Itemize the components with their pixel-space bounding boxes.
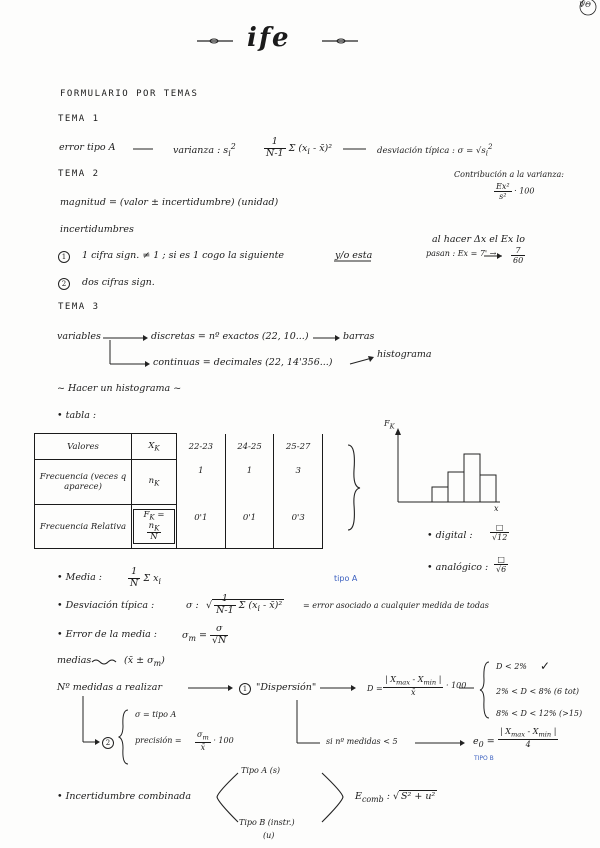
tema1-sum2: - x̄)²	[309, 142, 333, 154]
desv-num: 1	[214, 594, 236, 606]
row2-sym: F	[143, 509, 150, 520]
tema1-frac-den: N-1	[266, 147, 284, 159]
interval-2: 25-27	[274, 434, 323, 460]
prec-num: σ	[197, 730, 203, 739]
row1-label: Frecuencia (veces q aparece)	[35, 460, 132, 505]
prec-mult: · 100	[213, 736, 234, 746]
variables-label: variables	[57, 331, 101, 342]
step2-circle: 2	[102, 737, 114, 749]
error-sigma-sub: m	[188, 633, 196, 643]
desviacion-sub: i	[485, 148, 488, 158]
tema3-label: TEMA 3	[58, 302, 100, 312]
table-header-row	[35, 434, 323, 460]
barras-text: barras	[343, 331, 375, 342]
row2-value-1: 0'1	[225, 505, 274, 549]
tema1-sum: Σ (x	[288, 142, 308, 154]
row2-value-2: 0'3	[274, 505, 323, 549]
medias-squiggle	[92, 660, 116, 664]
error-num: σ	[210, 624, 228, 636]
media-label: • Media :	[57, 572, 102, 583]
desviacion-label: desviación típica : σ = √s	[377, 145, 486, 156]
row1-value-2: 3	[274, 460, 323, 505]
desv-sum2: - x̄)²	[260, 599, 283, 611]
e0-num: | X	[500, 727, 511, 736]
condition-3: 8% < D < 12% (>15)	[496, 709, 583, 718]
desviacion-formula: √ $\frac{1}{N-1}$ Σ ($x_i$ - x̄)²	[206, 593, 283, 616]
d-num-mid: - X	[409, 675, 424, 684]
e0-sub: 0	[478, 739, 484, 749]
digital-num: □	[490, 523, 509, 533]
media-sum-sub: i	[158, 576, 161, 586]
histogram-y-label	[384, 420, 395, 431]
desv-den: N-1	[216, 604, 234, 616]
d-mult: · 100	[446, 681, 467, 691]
histogram-bar	[448, 472, 464, 502]
row1-value-1: 1	[225, 460, 274, 505]
histogram-bars	[432, 454, 496, 502]
contrib-num: Ex²	[496, 182, 510, 191]
e0-label	[473, 737, 495, 750]
section-title: FORMULARIO POR TEMAS	[60, 89, 199, 99]
precision-formula	[195, 730, 234, 752]
combined-tipo-b-sym: (u)	[263, 831, 275, 840]
medias-label: medias	[57, 655, 92, 666]
ecomb-val: S² + u²	[401, 791, 436, 802]
tema1-label: TEMA 1	[58, 114, 100, 124]
tipo-b-tag: TIPO B	[474, 755, 494, 762]
note-frac-num: 7	[511, 246, 525, 256]
desv-sum: Σ (x	[238, 599, 258, 611]
tipo-a-tag: tipo A	[334, 574, 358, 583]
histogram-bar	[480, 475, 496, 502]
medias-val: (x̄ ± σ	[124, 655, 154, 666]
d-num: | X	[385, 675, 396, 684]
table-row-frecuencia-relativa	[35, 505, 323, 549]
col-xk-sym: X	[148, 440, 155, 451]
media-num: 1	[128, 567, 140, 579]
dispersion-label: "Dispersión"	[256, 682, 317, 693]
contrib-den: s²	[499, 192, 507, 202]
col-xk-sub: K	[154, 443, 160, 453]
d-formula	[383, 675, 466, 697]
hacer-histograma: ~ Hacer un histograma ~	[57, 383, 182, 394]
continuas-text: continuas = decimales (22, 14'356...)	[153, 357, 333, 368]
note-fraction	[511, 246, 525, 265]
corner-mark: ΨΘ	[579, 1, 591, 9]
row2-eq-num-sub: K	[154, 523, 160, 533]
row2-eq-num: n	[148, 520, 155, 531]
desviacion-sup: 2	[487, 142, 493, 151]
media-sum: Σ x	[143, 572, 159, 584]
discretas-text: discretas = nº exactos (22, 10...)	[151, 331, 309, 342]
desviacion-note: = error asociado a cualquier medida de todas	[303, 601, 489, 610]
table-brace	[348, 445, 360, 530]
magnitud-line: magnitud = (valor ± incertidumbre) (unidad)	[60, 197, 279, 208]
desv-sum-sub: i	[257, 603, 261, 613]
continuas-arrow	[350, 358, 372, 364]
e0-formula	[498, 727, 558, 749]
row2-eq-den: N	[150, 532, 158, 543]
media-formula	[128, 567, 161, 590]
hist-y-sym: F	[384, 419, 390, 428]
note-line2: pasan : Ex = 7' →	[426, 249, 497, 258]
combinada-label: • Incertidumbre combinada	[57, 791, 192, 802]
d-sub-max: max	[395, 678, 410, 687]
note-frac-den: 60	[513, 256, 524, 266]
error-media-label: • Error de la media :	[57, 629, 158, 640]
tema1-frac-num: 1	[264, 137, 286, 149]
desviacion-sigma: σ :	[186, 600, 199, 611]
item1-circle: 1	[58, 251, 70, 263]
combined-bracket-left	[217, 773, 238, 822]
row2-label: Frecuencia Relativa	[35, 505, 132, 549]
tema1-error-tipo-a: error tipo A	[59, 142, 116, 153]
ecomb-eq: :	[386, 791, 390, 802]
varianza-label: varianza : s	[173, 145, 229, 157]
frequency-table	[34, 433, 323, 549]
tabla-label: • tabla :	[57, 410, 97, 421]
e0-sub-max: max	[510, 730, 525, 739]
note-line1: al hacer Δx el Ex lo	[432, 234, 525, 245]
row1-value-0: 1	[177, 460, 226, 505]
digital-label: • digital :	[427, 530, 473, 541]
row2-value-0: 0'1	[177, 505, 226, 549]
histogram-bar	[432, 487, 448, 502]
e0-eq: =	[486, 736, 495, 747]
item2-text: dos cifras sign.	[82, 277, 155, 288]
condition-brace	[480, 662, 489, 718]
step1-circle: 1	[239, 683, 251, 695]
digital-fraction	[490, 523, 509, 542]
d-sub-min: min	[423, 678, 437, 687]
precision-label: precisión =	[135, 736, 182, 745]
tema1-sum-sub: i	[307, 146, 310, 156]
col-xk	[132, 434, 177, 460]
ecomb-sym: E	[355, 791, 362, 802]
hist-y-sub: K	[389, 422, 395, 431]
medias-value	[124, 656, 165, 669]
interval-1: 24-25	[225, 434, 274, 460]
histogram-bar	[464, 454, 480, 502]
contrib-formula	[494, 182, 534, 201]
page-title: ife	[247, 23, 291, 53]
contrib-label: Contribución a la varianza:	[454, 170, 564, 179]
error-den: √N	[212, 634, 227, 646]
varianza-sub: i	[228, 149, 231, 159]
si-n-medidas: si nº medidas < 5	[326, 737, 398, 746]
desviacion-label: • Desviación típica :	[57, 600, 155, 611]
ecomb-formula: $E_{comb}$ : √ S² + u²	[355, 791, 436, 804]
d-num-end: |	[436, 675, 442, 684]
ecomb-sub: comb	[361, 794, 384, 804]
histograma-text: histograma	[377, 349, 432, 360]
combined-bracket-right	[322, 773, 343, 822]
row1-sym: n	[148, 476, 155, 487]
item2-circle: 2	[58, 278, 70, 290]
e0-num-mid: - X	[524, 727, 539, 736]
error-media-formula: $\sigma_m$ = $\frac{\sigma}{√N}$	[182, 623, 227, 646]
row2-symbol: $F_K$ = $\frac{n_K}{N}$	[132, 505, 177, 549]
table-row-frecuencia	[35, 460, 323, 505]
digital-den: √12	[492, 533, 508, 543]
tema2-label: TEMA 2	[58, 169, 100, 179]
contrib-mult: · 100	[514, 186, 535, 196]
item1-text: 1 cifra sign. ≠ 1 ; si es 1 cogo la siguiente	[82, 250, 285, 261]
row1-symbol	[132, 460, 177, 505]
n-medidas-label: Nº medidas a realizar	[57, 682, 162, 693]
d-eq: D =	[367, 684, 383, 693]
medias-val-end: )	[161, 655, 165, 666]
analogico-den: √6	[496, 565, 507, 575]
media-den: N	[130, 577, 139, 589]
incertidumbres-label: incertidumbres	[60, 224, 134, 235]
condition-1: D < 2%	[496, 662, 527, 671]
interval-0: 22-23	[177, 434, 226, 460]
analogico-num: □	[494, 555, 508, 565]
check-mark: ✓	[540, 659, 551, 673]
combined-tipo-a: Tipo A (s)	[241, 766, 281, 775]
tema1-desviacion	[377, 143, 492, 157]
varianza-sup: 2	[230, 142, 236, 151]
error-sigma: σ	[182, 629, 189, 641]
histogram-x-label: x	[494, 504, 499, 513]
e0-sym: e	[473, 736, 479, 747]
condition-2: 2% < D < 8% (6 tot)	[496, 687, 580, 696]
tema1-varianza	[173, 143, 236, 159]
tema1-fraction	[264, 137, 332, 160]
prec-num-sub: m	[202, 733, 209, 742]
sigma-tipo-a: σ = tipo A	[135, 710, 177, 719]
col-valores: Valores	[35, 434, 132, 460]
e0-sub-min: min	[538, 730, 552, 739]
d-den: x̄	[410, 688, 416, 698]
e0-den: 4	[525, 740, 531, 750]
item1-underlined: y/o esta	[335, 250, 373, 261]
analogico-fraction	[494, 555, 508, 574]
row1-sym-sub: K	[154, 478, 160, 488]
e0-num-end: |	[551, 727, 557, 736]
row2-sym-sub: K	[149, 512, 155, 522]
analogico-label: • analógico :	[427, 562, 489, 573]
medias-val-sub: m	[153, 658, 162, 668]
step2-brace	[119, 710, 128, 764]
prec-den: x̄	[200, 743, 206, 753]
combined-tipo-b: Tipo B (instr.)	[239, 818, 295, 827]
